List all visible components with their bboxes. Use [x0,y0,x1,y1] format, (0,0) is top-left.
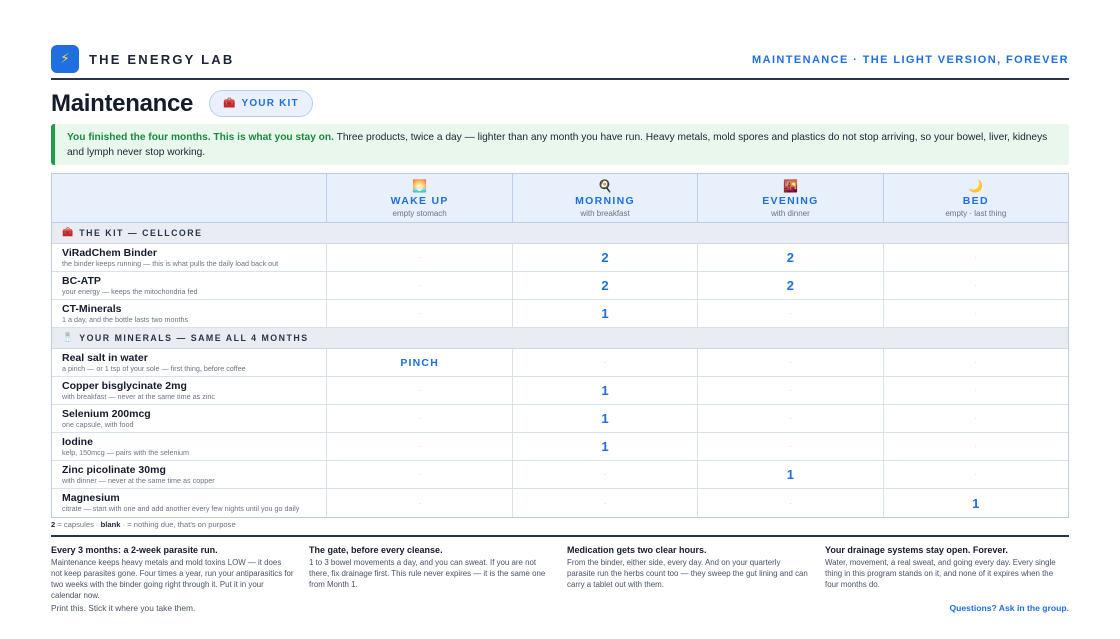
legend-blank-text: · = nothing due, that's on purpose [120,520,236,529]
lightning-bolt-icon: ⚡ [51,45,79,73]
your-kit-label: YOUR KIT [241,98,299,109]
table-row [52,244,1068,272]
column-name: BED [962,194,989,207]
column-sub: with dinner [771,208,810,218]
city-sunset-icon: 🌇 [782,178,798,193]
dose-cell: · [326,433,511,460]
product-name: BC-ATP [62,275,101,287]
dose-cell: 1 [512,405,697,432]
column-name: WAKE UP [390,194,449,207]
column-bed [883,174,1068,222]
dose-cell: 1 [697,461,882,488]
product-note: 1 a day, and the bottle lasts two months [62,315,189,324]
product-note: your energy — keeps the mitochondria fed [62,287,198,296]
dose-cell: 2 [697,272,882,299]
product-cell [52,433,326,460]
note-gate [309,544,552,601]
dose-cell: · [697,377,882,404]
dose-cell: · [883,244,1068,271]
top-divider [51,78,1069,80]
brand-name: THE ENERGY LAB [89,52,235,67]
note-drainage [825,544,1068,601]
schedule-page [51,0,1069,639]
note-title: Your drainage systems stay open. Forever. [825,545,1008,555]
product-cell [52,349,326,376]
legend-blank: blank [100,520,121,529]
note-body: Maintenance keeps heavy metals and mold toxins LOW — it does not keep parasites gone. Four times a year, run your antiparasitics for two weeks with the binder going right through it. Put it in your calendar now. [51,558,294,600]
dose-cell: · [883,300,1068,327]
product-cell [52,405,326,432]
table-legend [51,520,236,529]
product-name: Real salt in water [62,352,148,364]
schedule-table [51,173,1069,518]
dose-cell: · [326,405,511,432]
dose-cell: · [326,300,511,327]
notes-section [51,544,1069,601]
header [51,45,1069,75]
dose-cell: · [697,349,882,376]
product-note: kelp, 150mcg — pairs with the selenium [62,448,190,457]
note-title: Every 3 months: a 2-week parasite run. [51,545,218,555]
note-title: The gate, before every cleanse. [309,545,443,555]
table-row [52,272,1068,300]
column-sub: with breakfast [580,208,630,218]
dose-cell: · [697,300,882,327]
note-body: From the binder, either side, every day. And on your quarterly parasite run the herbs count too — they sweep the gut lining and can carry a tablet out with them. [567,558,808,589]
dose-cell: 2 [697,244,882,271]
dose-cell: · [883,405,1068,432]
dose-cell: 1 [512,300,697,327]
product-cell [52,244,326,271]
frying-pan-icon: 🍳 [597,178,613,193]
section-label: THE KIT — CELLCORE [79,228,203,238]
product-note: with breakfast — never at the same time as zinc [62,392,215,401]
column-name: MORNING [575,194,635,207]
legend-number: 2 [51,520,56,529]
section-label: YOUR MINERALS — SAME ALL 4 MONTHS [79,333,309,343]
product-cell [52,272,326,299]
product-name: Iodine [62,436,93,448]
dose-cell: · [326,244,511,271]
dose-cell: 1 [883,489,1068,517]
moon-icon: 🌙 [968,178,984,193]
product-name: Selenium 200mcg [62,408,151,420]
column-sub: empty · last thing [945,208,1007,218]
table-row [52,461,1068,489]
column-morning [512,174,697,222]
dose-cell: · [697,489,882,517]
dose-cell: · [512,461,697,488]
callout-body: Three products, twice a day — lighter than any month you have run. Heavy metals, mold spores and plastics do not stop arriving, so your bowel, liver, kidneys and lymph never stop working. [67,132,1048,158]
product-cell [52,377,326,404]
kit-icon: 🧰 [62,228,74,238]
dose-cell: · [697,433,882,460]
bottom-divider [51,535,1069,537]
header-blank-cell [52,174,326,222]
your-kit-button[interactable] [209,90,313,117]
table-row [52,349,1068,377]
kit-icon: 🧰 [223,98,236,109]
legend-number-text: = capsules · [55,520,101,529]
product-note: with dinner — never at the same time as copper [62,476,215,485]
table-row [52,300,1068,328]
dose-cell: · [326,461,511,488]
note-medication [567,544,810,601]
table-row [52,377,1068,405]
product-name: Magnesium [62,492,120,504]
column-wake-up [326,174,511,222]
table-row [52,405,1068,433]
note-title: Medication gets two clear hours. [567,545,707,555]
product-cell [52,300,326,327]
table-header-row [52,174,1068,223]
dose-cell: · [326,272,511,299]
note-body: 1 to 3 bowel movements a day, and you can sweat. If you are not there, fix drainage first. This rule never expires — it is the same one from Month 1. [309,558,546,589]
note-body: Water, movement, a real sweat, and going every day. Every single thing in this program stands on it, and none of it expires when the four months do. [825,558,1056,589]
dose-cell: 2 [512,272,697,299]
product-note: a pinch — or 1 tsp of your sole — first thing, before coffee [62,364,246,373]
salt-shaker-icon: 🧂 [62,333,74,343]
sunrise-icon: 🌅 [412,178,428,193]
product-name: ViRadChem Binder [62,247,157,259]
product-cell [52,461,326,488]
dose-cell: · [697,405,882,432]
product-note: the binder keeps running — this is what pulls the daily load back out [62,259,279,268]
footer-print-note: Print this. Stick it where you take them. [51,603,196,613]
dose-cell: · [512,349,697,376]
section-minerals [52,328,1068,349]
dose-cell: · [326,489,511,517]
dose-cell: · [883,349,1068,376]
callout-lead: You finished the four months. This is what you stay on. [67,132,334,143]
product-note: citrate — start with one and add another every few nights until you go daily [62,504,300,513]
dose-cell: · [883,272,1068,299]
dose-cell: · [883,461,1068,488]
table-row [52,433,1068,461]
page-title: Maintenance [51,90,194,117]
column-sub: empty stomach [392,208,447,218]
intro-callout [51,124,1069,165]
product-cell [52,489,326,517]
product-note: one capsule, with food [62,420,134,429]
column-name: EVENING [762,194,819,207]
dose-cell: 1 [512,377,697,404]
dose-cell: · [883,433,1068,460]
questions-link[interactable]: Questions? Ask in the group. [949,603,1069,613]
dose-cell: 2 [512,244,697,271]
table-row [52,489,1068,517]
dose-cell: 1 [512,433,697,460]
column-evening [697,174,882,222]
product-name: CT-Minerals [62,303,122,315]
section-kit [52,223,1068,244]
dose-cell: · [883,377,1068,404]
product-name: Copper bisglycinate 2mg [62,380,187,392]
dose-cell: · [512,489,697,517]
dose-cell: · [326,377,511,404]
note-parasite-run [51,544,294,601]
product-name: Zinc picolinate 30mg [62,464,166,476]
header-tagline: MAINTENANCE · THE LIGHT VERSION, FOREVER [752,54,1069,66]
dose-cell: PINCH [326,349,511,376]
